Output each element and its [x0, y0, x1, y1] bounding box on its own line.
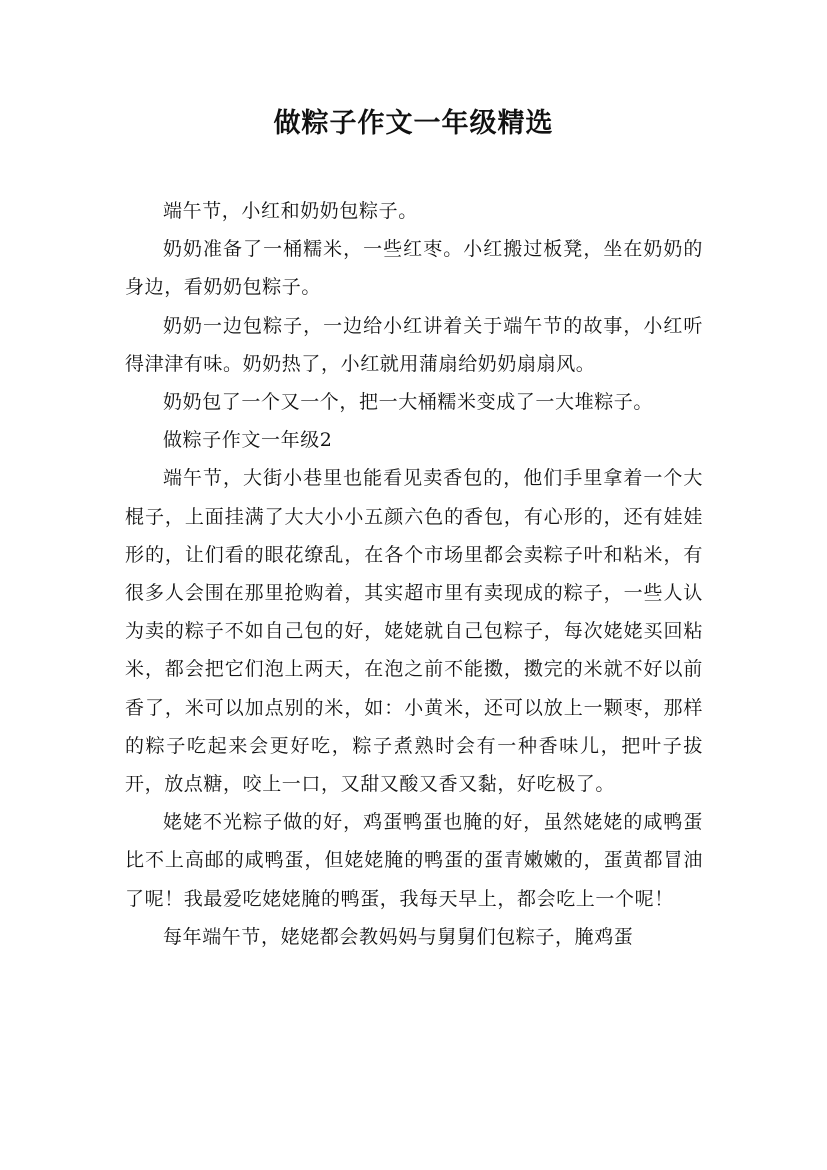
- paragraph: 奶奶准备了一桶糯米，一些红枣。小红搬过板凳，坐在奶奶的身边，看奶奶包粽子。: [125, 238, 703, 299]
- paragraph: 每年端午节，姥姥都会教妈妈与舅舅们包粽子，腌鸡蛋: [163, 925, 634, 948]
- paragraph: 端午节，小红和奶奶包粽子。: [163, 200, 418, 222]
- paragraph: 奶奶包了一个又一个，把一大桶糯米变成了一大堆粽子。: [163, 391, 654, 414]
- document-body: [125, 192, 703, 956]
- paragraph: 奶奶一边包粽子，一边给小红讲着关于端午节的故事，小红听得津津有味。奶奶热了，小红就用蒲扇给奶奶扇扇风。: [125, 314, 703, 375]
- section-heading: 做粽子作文一年级2: [163, 429, 333, 452]
- paragraph: 姥姥不光粽子做的好，鸡蛋鸭蛋也腌的好，虽然姥姥的咸鸭蛋比不上高邮的咸鸭蛋，但姥姥腌的鸭蛋的蛋青嫩嫩的，蛋黄都冒油了呢！我最爱吃姥姥腌的鸭蛋，我每天早上，都会吃上一个呢！: [125, 811, 703, 910]
- paragraph: 端午节，大街小巷里也能看见卖香包的，他们手里拿着一个大棍子，上面挂满了大大小小五颜六色的香包，有心形的，还有娃娃形的，让们看的眼花缭乱，在各个市场里都会卖粽子叶和粘米，有很多人会围在那里抢购着，其实超市里有卖现成的粽子，一些人认为卖的粽子不如自己包的好，姥姥就自己包粽子，每次姥姥买回粘米，都会把它们泡上两天，在泡之前不能擞，擞完的米就不好以前香了，米可以加点别的米，如：小黄米，还可以放上一颗枣，那样的粽子吃起来会更好吃，粽子煮熟时会有一种香味儿，把叶子拔开，放点糖，咬上一口，又甜又酸又香又黏，好吃极了。: [125, 467, 703, 796]
- document-title: 做粽子作文一年级精选: [273, 108, 554, 139]
